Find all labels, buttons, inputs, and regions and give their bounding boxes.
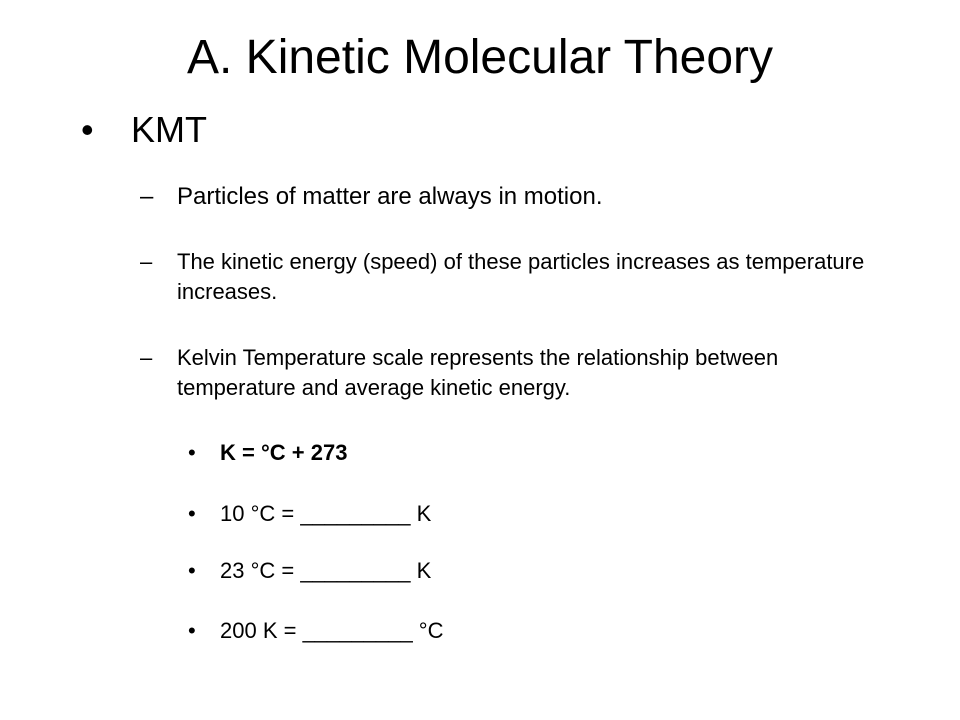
bullet-marker: • — [188, 440, 196, 465]
formula-bullet — [188, 438, 347, 468]
bullet-marker: • — [188, 618, 196, 643]
formula-bullet — [188, 556, 431, 586]
main-bullet — [81, 106, 207, 154]
sub-point-text: The kinetic energy (speed) of these particles increases as temperature increases. — [177, 249, 865, 304]
sub-point — [140, 182, 940, 212]
bullet-marker: • — [81, 109, 94, 150]
formula-bullet — [188, 616, 443, 646]
dash-marker: – — [140, 249, 153, 274]
slide-title: A. Kinetic Molecular Theory — [186, 31, 774, 84]
formula-text: 23 °C = _________ K — [220, 558, 432, 583]
bullet-marker: • — [188, 558, 196, 583]
sub-point-text: Kelvin Temperature scale represents the relationship between temperature and average kinetic energy. — [177, 345, 779, 400]
formula-text: 200 K = _________ °C — [220, 618, 444, 643]
dash-marker: – — [140, 345, 153, 370]
sub-point-text: Particles of matter are always in motion. — [177, 183, 603, 210]
formula-bullet — [188, 499, 431, 529]
main-bullet-text: KMT — [131, 109, 207, 150]
dash-marker: – — [140, 183, 154, 210]
bullet-marker: • — [188, 501, 196, 526]
sub-point — [140, 343, 900, 403]
formula-text: K = °C + 273 — [220, 440, 348, 465]
sub-point — [140, 247, 880, 307]
formula-text: 10 °C = _________ K — [220, 501, 432, 526]
